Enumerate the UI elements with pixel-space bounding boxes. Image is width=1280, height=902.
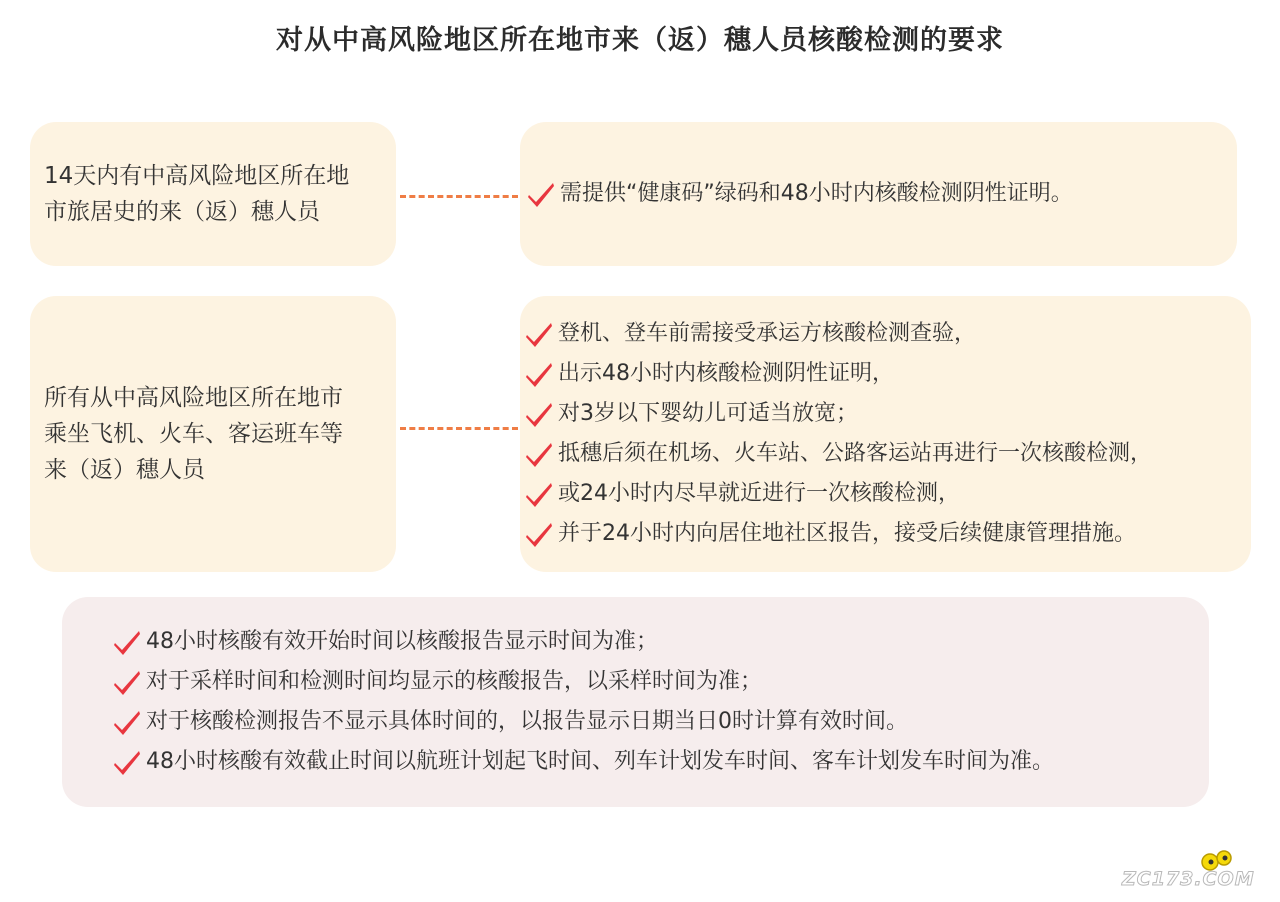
check-icon	[112, 628, 142, 656]
condition-line: 来（返）穗人员	[44, 457, 205, 483]
requirement-text: 需提供“健康码”绿码和48小时内核酸检测阴性证明。	[560, 181, 1073, 206]
note-item	[112, 702, 1209, 742]
page-title: 对从中高风险地区所在地市来（返）穗人员核酸检测的要求	[276, 25, 1004, 56]
note-text: 48小时核酸有效截止时间以航班计划起飞时间、列车计划发车时间、客车计划发车时间为准。	[146, 749, 1054, 774]
check-icon	[526, 180, 556, 208]
requirement-item	[524, 354, 1251, 394]
condition-text-1	[44, 158, 349, 230]
dashed-connector-2	[400, 427, 518, 430]
check-icon	[112, 708, 142, 736]
note-item	[112, 622, 1209, 662]
check-icon	[524, 520, 554, 548]
requirement-text: 抵穗后须在机场、火车站、公路客运站再进行一次核酸检测，	[558, 441, 1153, 466]
check-icon	[112, 748, 142, 776]
notes-box	[62, 597, 1209, 807]
condition-line: 所有从中高风险地区所在地市	[44, 385, 343, 411]
requirement-box-1	[520, 122, 1237, 266]
requirement-item	[524, 434, 1251, 474]
requirement-item	[526, 174, 1237, 214]
requirement-text: 或24小时内尽早就近进行一次核酸检测，	[558, 481, 960, 506]
condition-line: 14天内有中高风险地区所在地	[44, 163, 350, 189]
watermark-logo	[1122, 848, 1262, 892]
note-item	[112, 742, 1209, 782]
requirement-text: 对3岁以下婴幼儿可适当放宽；	[558, 401, 858, 426]
check-icon	[524, 320, 554, 348]
requirement-text: 并于24小时内向居住地社区报告，接受后续健康管理措施。	[558, 521, 1136, 546]
requirement-item	[524, 394, 1251, 434]
condition-box-1	[30, 122, 396, 266]
watermark-text: ZC173.COM	[1122, 868, 1255, 890]
condition-line: 市旅居史的来（返）穗人员	[44, 199, 320, 225]
requirement-item	[524, 514, 1251, 554]
requirement-box-2	[520, 296, 1251, 572]
condition-text-2	[44, 380, 343, 488]
dashed-connector-1	[400, 195, 518, 198]
check-icon	[524, 440, 554, 468]
check-icon	[524, 360, 554, 388]
condition-line: 乘坐飞机、火车、客运班车等	[44, 421, 343, 447]
note-text: 对于核酸检测报告不显示具体时间的，以报告显示日期当日0时计算有效时间。	[146, 709, 908, 734]
check-icon	[524, 400, 554, 428]
requirement-text: 出示48小时内核酸检测阴性证明，	[558, 361, 894, 386]
check-icon	[112, 668, 142, 696]
note-text: 对于采样时间和检测时间均显示的核酸报告，以采样时间为准；	[146, 669, 763, 694]
requirement-item	[524, 474, 1251, 514]
note-text: 48小时核酸有效开始时间以核酸报告显示时间为准；	[146, 629, 658, 654]
condition-box-2	[30, 296, 396, 572]
note-item	[112, 662, 1209, 702]
requirement-item	[524, 314, 1251, 354]
requirement-text: 登机、登车前需接受承运方核酸检测查验，	[558, 321, 977, 346]
check-icon	[524, 480, 554, 508]
